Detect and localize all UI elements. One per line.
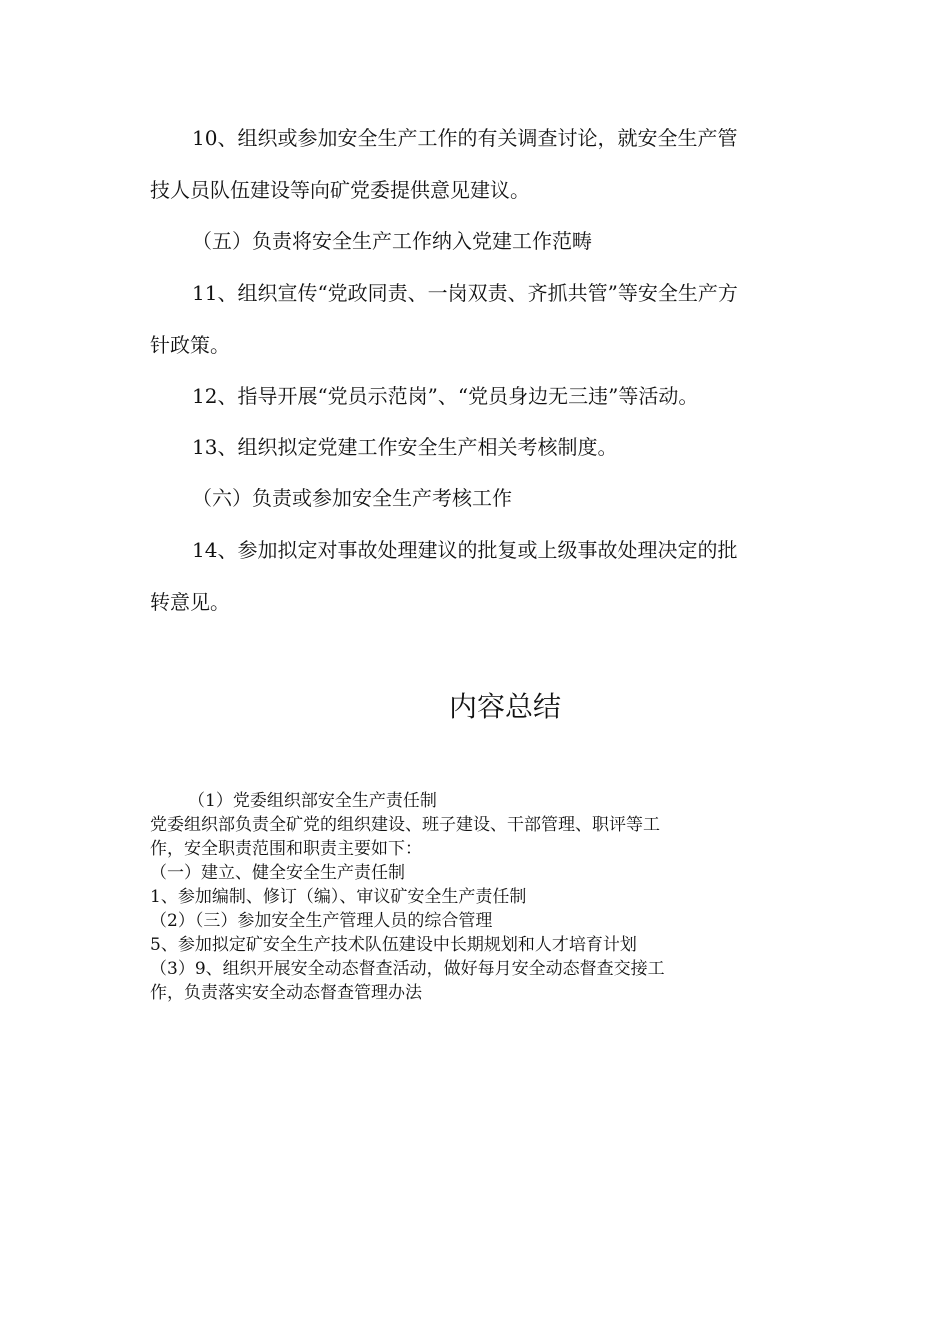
- section-heading-6: （六）负责或参加安全生产考核工作: [192, 486, 512, 510]
- section-heading-5: （五）负责将安全生产工作纳入党建工作范畴: [192, 229, 592, 253]
- summary-line: 1、参加编制、修订（编）、审议矿安全生产责任制: [150, 887, 527, 907]
- summary-line: 党委组织部负责全矿党的组织建设、班子建设、干部管理、职评等工: [150, 815, 660, 835]
- paragraph-13: 13、组织拟定党建工作安全生产相关考核制度。: [192, 435, 618, 459]
- summary-line: 作，负责落实安全动态督查管理办法: [150, 983, 422, 1003]
- paragraph-14-line-1: 14、参加拟定对事故处理建议的批复或上级事故处理决定的批: [192, 538, 738, 562]
- summary-line: （3）9、组织开展安全动态督查活动，做好每月安全动态督查交接工: [150, 959, 665, 979]
- summary-line: 作，安全职责范围和职责主要如下：: [150, 839, 422, 859]
- paragraph-11-line-2: 针政策。: [150, 333, 230, 357]
- paragraph-10-line-1: 10、组织或参加安全生产工作的有关调查讨论，就安全生产管: [192, 126, 738, 150]
- paragraph-10-line-2: 技人员队伍建设等向矿党委提供意见建议。: [150, 178, 530, 202]
- summary-line: （2）（三）参加安全生产管理人员的综合管理: [150, 911, 493, 931]
- summary-line: （1）党委组织部安全生产责任制: [188, 791, 437, 811]
- paragraph-11-line-1: 11、组织宣传“党政同责、一岗双责、齐抓共管”等安全生产方: [192, 281, 738, 305]
- summary-line: 5、参加拟定矿安全生产技术队伍建设中长期规划和人才培育计划: [150, 935, 637, 955]
- summary-line: （一）建立、健全安全生产责任制: [150, 863, 405, 883]
- paragraph-14-line-2: 转意见。: [150, 590, 230, 614]
- summary-title: 内容总结: [448, 690, 561, 723]
- paragraph-12: 12、指导开展“党员示范岗”、“党员身边无三违”等活动。: [192, 384, 699, 408]
